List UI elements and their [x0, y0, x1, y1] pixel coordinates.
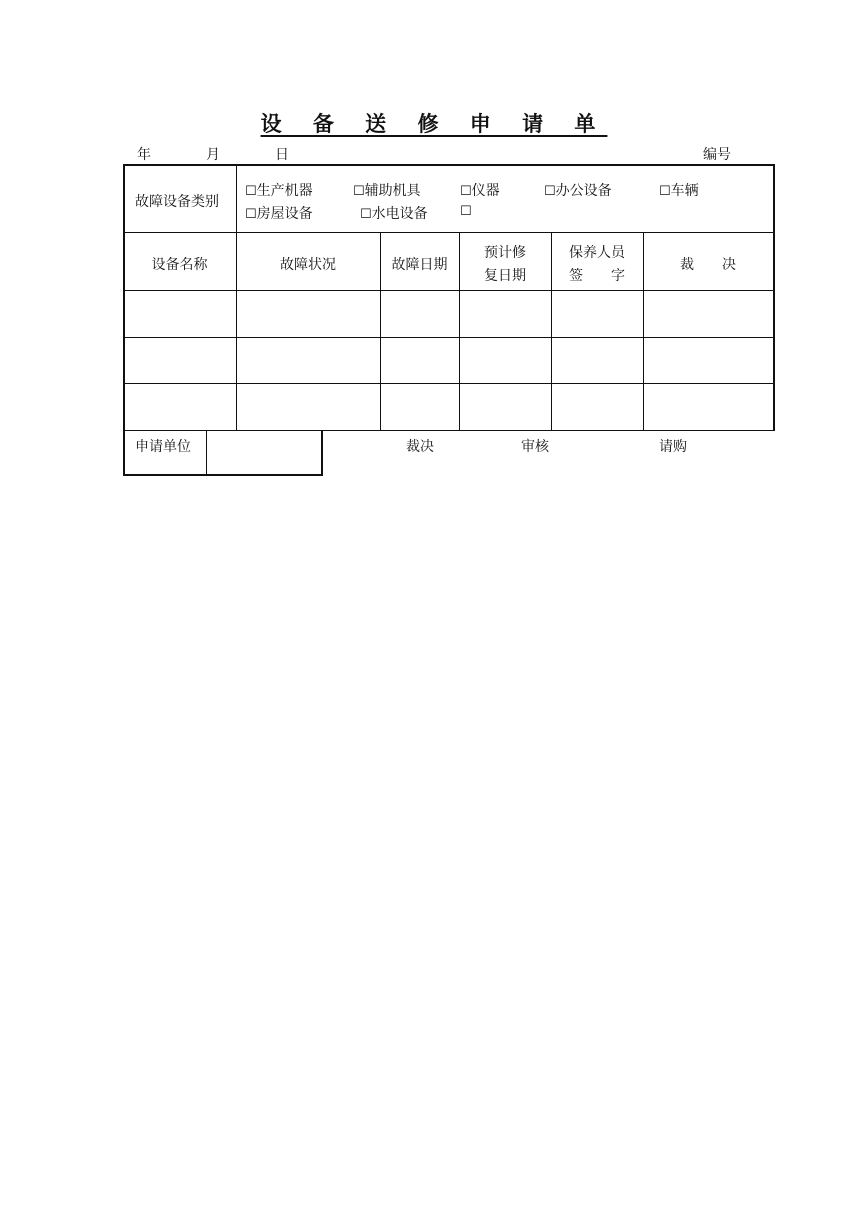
- form-border-top: [123, 164, 775, 166]
- row-2-equipment-name-cell[interactable]: [124, 338, 236, 383]
- checkbox-icon[interactable]: ☐: [245, 207, 257, 222]
- footer-divider-2: [321, 430, 323, 476]
- column-header-equipment-name: 设备名称: [151, 257, 208, 273]
- number-label: 编号: [703, 147, 731, 163]
- category-option-other[interactable]: [460, 203, 472, 219]
- date-month-label: 月: [206, 147, 220, 163]
- category-option-auxiliary-tools[interactable]: ☐辅助机具: [353, 183, 421, 199]
- row-3-fault-date-cell[interactable]: [381, 384, 459, 430]
- checkbox-icon[interactable]: ☐: [460, 184, 472, 199]
- row-2-signature-cell[interactable]: [552, 338, 643, 383]
- form-border-bottom: [123, 474, 323, 476]
- row-2-fault-status-cell[interactable]: [237, 338, 380, 383]
- row-1-decision-cell[interactable]: [644, 291, 773, 337]
- category-option-office-equipment[interactable]: ☐办公设备: [544, 183, 612, 199]
- checkbox-icon[interactable]: ☐: [360, 207, 372, 222]
- repair-request-form: [123, 164, 775, 476]
- row-3-equipment-name-cell[interactable]: [124, 384, 236, 430]
- column-header-decision: 裁 决: [680, 257, 736, 273]
- column-header-expected-repair-line1: 预计修: [484, 245, 526, 261]
- checkbox-icon[interactable]: ☐: [460, 204, 472, 219]
- form-title: 设 备 送 修 申 请 单: [260, 111, 608, 136]
- form-border-right: [773, 164, 775, 431]
- column-header-maintenance-line1: 保养人员: [569, 245, 625, 261]
- checkbox-icon[interactable]: ☐: [544, 184, 556, 199]
- date-day-label: 日: [275, 147, 289, 163]
- approve-label: 裁决: [406, 439, 434, 455]
- row-1-fault-status-cell[interactable]: [237, 291, 380, 337]
- checkbox-icon[interactable]: ☐: [353, 184, 365, 199]
- line-category-bottom: [123, 232, 775, 233]
- review-label: 审核: [521, 439, 549, 455]
- category-option-production-machine[interactable]: ☐生产机器: [245, 183, 313, 199]
- applicant-unit-label: 申请单位: [135, 439, 191, 455]
- row-3-decision-cell[interactable]: [644, 384, 773, 430]
- row-3-expected-repair-cell[interactable]: [460, 384, 551, 430]
- column-header-fault-date: 故障日期: [391, 257, 448, 273]
- column-header-fault-status: 故障状况: [280, 257, 336, 273]
- category-option-building-equipment[interactable]: ☐房屋设备: [245, 206, 313, 222]
- column-header-expected-repair-line2: 复日期: [484, 268, 526, 284]
- date-year-label: 年: [137, 147, 151, 163]
- category-option-vehicle[interactable]: ☐车辆: [659, 183, 699, 199]
- row-3-signature-cell[interactable]: [552, 384, 643, 430]
- row-2-decision-cell[interactable]: [644, 338, 773, 383]
- row-2-expected-repair-cell[interactable]: [460, 338, 551, 383]
- category-option-instrument[interactable]: ☐仪器: [460, 183, 500, 199]
- row-1-equipment-name-cell[interactable]: [124, 291, 236, 337]
- purchase-request-label: 请购: [659, 439, 687, 455]
- checkbox-icon[interactable]: ☐: [245, 184, 257, 199]
- applicant-unit-field[interactable]: [207, 431, 321, 474]
- category-label: 故障设备类别: [135, 194, 219, 210]
- row-1-signature-cell[interactable]: [552, 291, 643, 337]
- row-1-fault-date-cell[interactable]: [381, 291, 459, 337]
- column-header-maintenance-line2: 签 字: [569, 268, 625, 284]
- category-option-water-electric[interactable]: ☐水电设备: [360, 206, 428, 222]
- row-3-fault-status-cell[interactable]: [237, 384, 380, 430]
- row-1-expected-repair-cell[interactable]: [460, 291, 551, 337]
- checkbox-icon[interactable]: ☐: [659, 184, 671, 199]
- row-2-fault-date-cell[interactable]: [381, 338, 459, 383]
